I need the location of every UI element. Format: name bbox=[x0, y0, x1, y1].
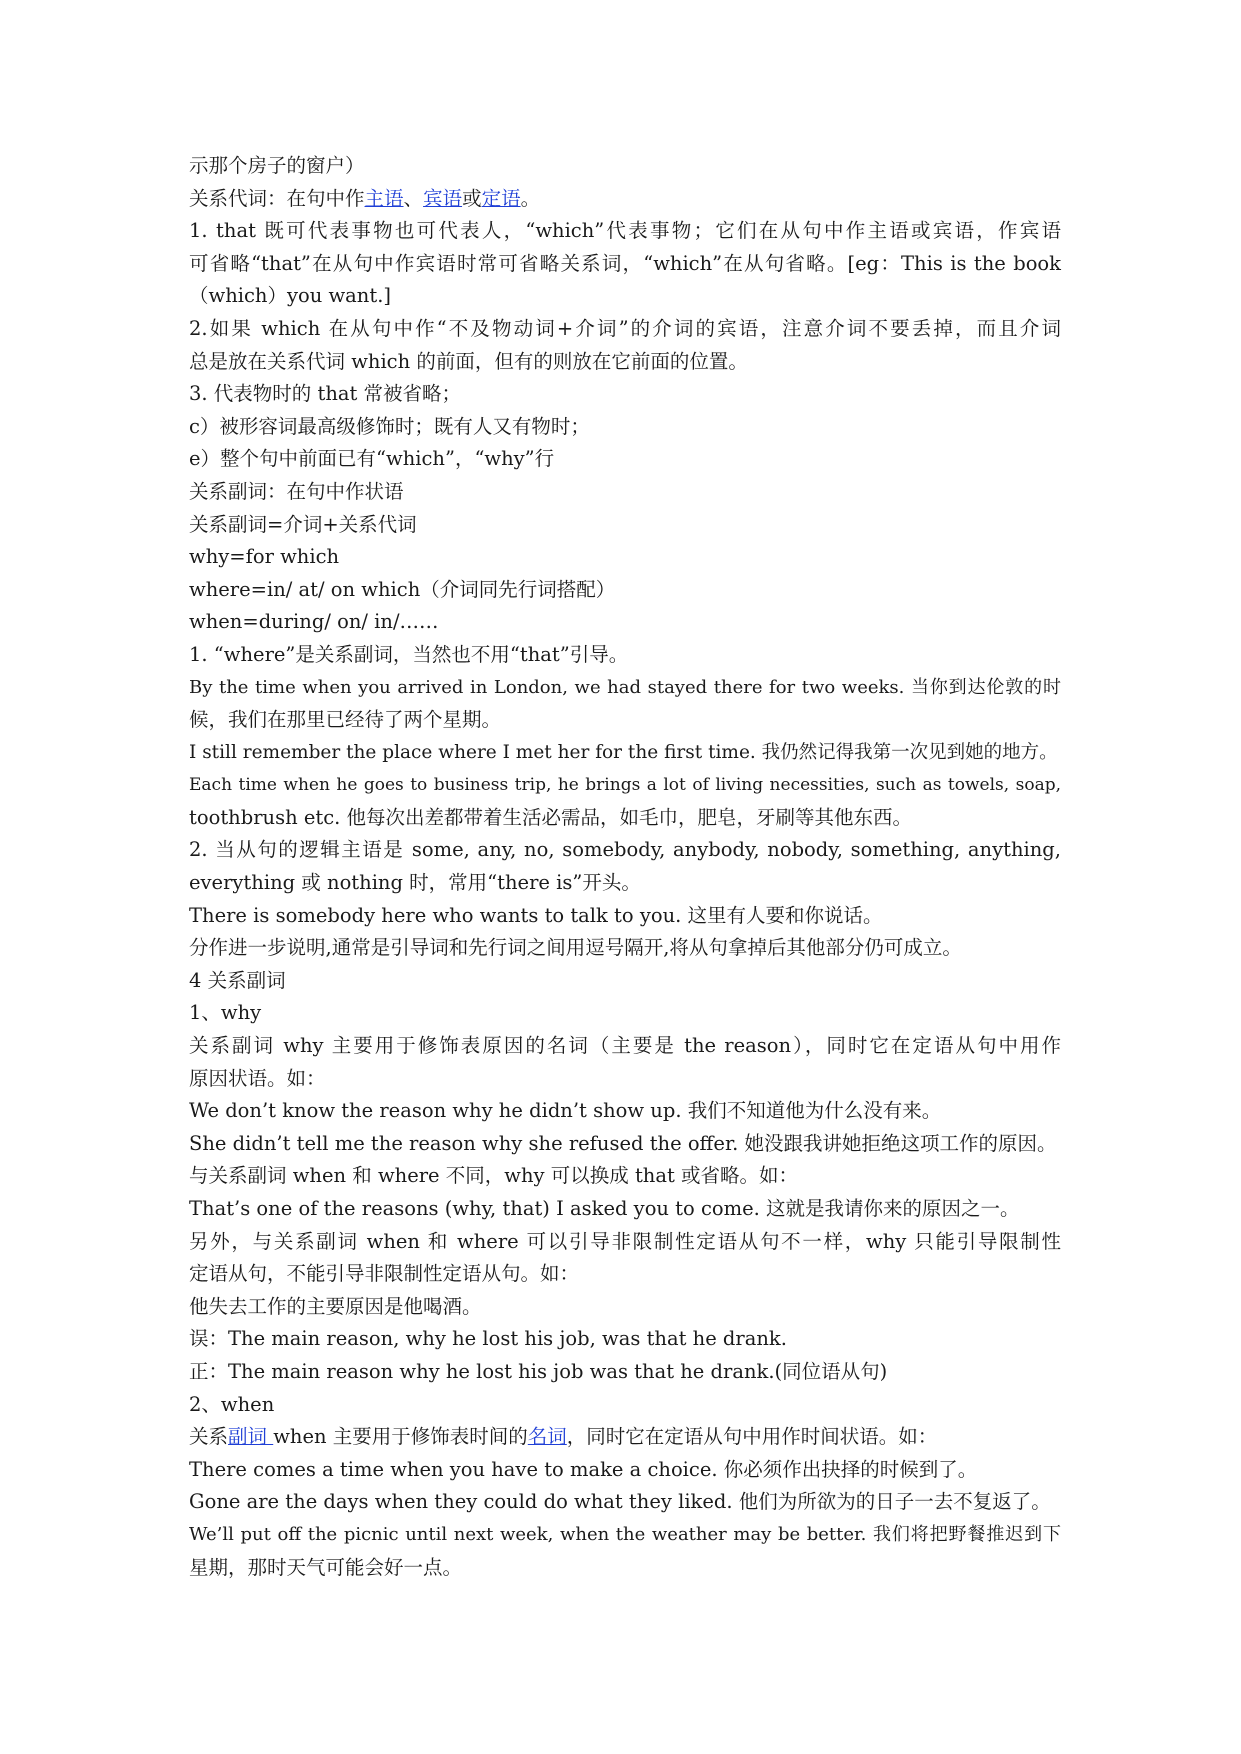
text-span: 关系代词：在句中作 bbox=[189, 186, 365, 210]
link-adverb[interactable]: 副词 bbox=[228, 1425, 274, 1449]
text-line: That’s one of the reasons (why, that) I asked you to come. 这就是我请你来的原因之一。 bbox=[189, 1197, 1020, 1220]
text-line: 1. “where”是关系副词，当然也不用“that”引导。 bbox=[189, 642, 629, 666]
text-line: By the time when you arrived in London, we had stayed there for two weeks. 当你到达伦敦的时 bbox=[189, 676, 1061, 698]
text-line: 原因状语。如： bbox=[189, 1066, 326, 1090]
relative-adverb-when-line bbox=[189, 1421, 1061, 1454]
subsection-heading: 1、why bbox=[189, 1001, 262, 1025]
text-line: when=during/ on/ in/…… bbox=[189, 610, 439, 634]
text-line: 关系副词 why 主要用于修饰表原因的名词（主要是 the reason），同时它在定语从句中用作 bbox=[189, 1034, 1061, 1058]
text-line: 误：The main reason, why he lost his job, was that he drank. bbox=[189, 1327, 787, 1351]
text-span: ，同时它在定语从句中用作时间状语。如： bbox=[566, 1425, 938, 1449]
text-line: c）被形容词最高级修饰时；既有人又有物时； bbox=[189, 414, 590, 438]
text-line: There comes a time when you have to make a choice. 你必须作出抉择的时候到了。 bbox=[189, 1457, 978, 1481]
text-line: There is somebody here who wants to talk to you. 这里有人要和你说话。 bbox=[189, 903, 883, 927]
text-line: 他失去工作的主要原因是他喝酒。 bbox=[189, 1294, 482, 1318]
text-line: 1. that 既可代表事物也可代表人，“which”代表事物；它们在从句中作主语或宾语，作宾语 bbox=[189, 219, 1061, 243]
text-line: 星期，那时天气可能会好一点。 bbox=[189, 1555, 463, 1579]
text-line: We’ll put off the picnic until next week, when the weather may be better. 我们将把野餐推迟到下 bbox=[189, 1523, 1061, 1545]
text-line: 分作进一步说明,通常是引导词和先行词之间用逗号隔开,将从句拿掉后其他部分仍可成立。 bbox=[189, 936, 962, 960]
text-span: 关系 bbox=[189, 1425, 229, 1449]
text-line: I still remember the place where I met her for the first time. 我仍然记得我第一次见到她的地方。 bbox=[189, 741, 1058, 763]
text-line: 总是放在关系代词 which 的前面，但有的则放在它前面的位置。 bbox=[189, 349, 748, 373]
link-noun[interactable]: 名词 bbox=[527, 1425, 567, 1449]
text-line: 关系副词：在句中作状语 bbox=[189, 479, 404, 503]
text-line: She didn’t tell me the reason why she refused the offer. 她没跟我讲她拒绝这项工作的原因。 bbox=[189, 1131, 1057, 1155]
text-line: 定语从句，不能引导非限制性定语从句。如： bbox=[189, 1262, 580, 1286]
text-line: 可省略“that”在从句中作宾语时常可省略关系词，“which”在从句省略。[eg：This is the book bbox=[189, 251, 1061, 275]
text-line: toothbrush etc. 他每次出差都带着生活必需品，如毛巾，肥皂，牙刷等其他东西。 bbox=[189, 805, 913, 829]
text-line: We don’t know the reason why he didn’t show up. 我们不知道他为什么没有来。 bbox=[189, 1099, 942, 1123]
text-line: 关系副词=介词+关系代词 bbox=[189, 512, 417, 536]
text-span: when 主要用于修饰表时间的 bbox=[273, 1425, 528, 1449]
text-line: （which）you want.] bbox=[189, 284, 391, 308]
text-line: 与关系副词 when 和 where 不同，why 可以换成 that 或省略。如： bbox=[189, 1164, 799, 1188]
text-line: why=for which bbox=[189, 545, 340, 569]
document-body bbox=[189, 150, 1061, 1584]
text-line: 候，我们在那里已经待了两个星期。 bbox=[189, 708, 502, 732]
text-line: 示那个房子的窗户） bbox=[189, 154, 365, 177]
relative-pronoun-line bbox=[189, 183, 1061, 216]
text-line: where=in/ at/ on which（介词同先行词搭配） bbox=[189, 577, 616, 601]
text-line: 2.如果 which 在从句中作“不及物动词+介词”的介词的宾语，注意介词不要丢掉，而且介词 bbox=[189, 316, 1061, 340]
text-line: Each time when he goes to business trip, he brings a lot of living necessities, such as towels, soap, bbox=[189, 775, 1061, 796]
section-heading: 4 关系副词 bbox=[189, 968, 286, 992]
text-line: Gone are the days when they could do what they liked. 他们为所欲为的日子一去不复返了。 bbox=[189, 1490, 1051, 1514]
text-line: 3. 代表物时的 that 常被省略； bbox=[189, 382, 462, 406]
text-line: e）整个句中前面已有“which”，“why”行 bbox=[189, 447, 555, 471]
link-subject[interactable]: 主语 bbox=[364, 186, 404, 210]
text-line: 正：The main reason why he lost his job was that he drank.(同位语从句) bbox=[189, 1359, 888, 1383]
text-line: everything 或 nothing 时，常用“there is”开头。 bbox=[189, 871, 641, 895]
text-span: 。 bbox=[520, 186, 541, 210]
text-span: 、 bbox=[403, 186, 424, 210]
subsection-heading: 2、when bbox=[189, 1392, 275, 1416]
link-object[interactable]: 宾语 bbox=[423, 186, 463, 210]
text-span: 或 bbox=[462, 186, 482, 210]
link-attributive[interactable]: 定语 bbox=[481, 186, 521, 210]
text-line: 另外，与关系副词 when 和 where 可以引导非限制性定语从句不一样，why 只能引导限制性 bbox=[189, 1229, 1061, 1253]
text-line: 2. 当从句的逻辑主语是 some, any, no, somebody, anybody, nobody, something, anything, bbox=[189, 838, 1061, 862]
